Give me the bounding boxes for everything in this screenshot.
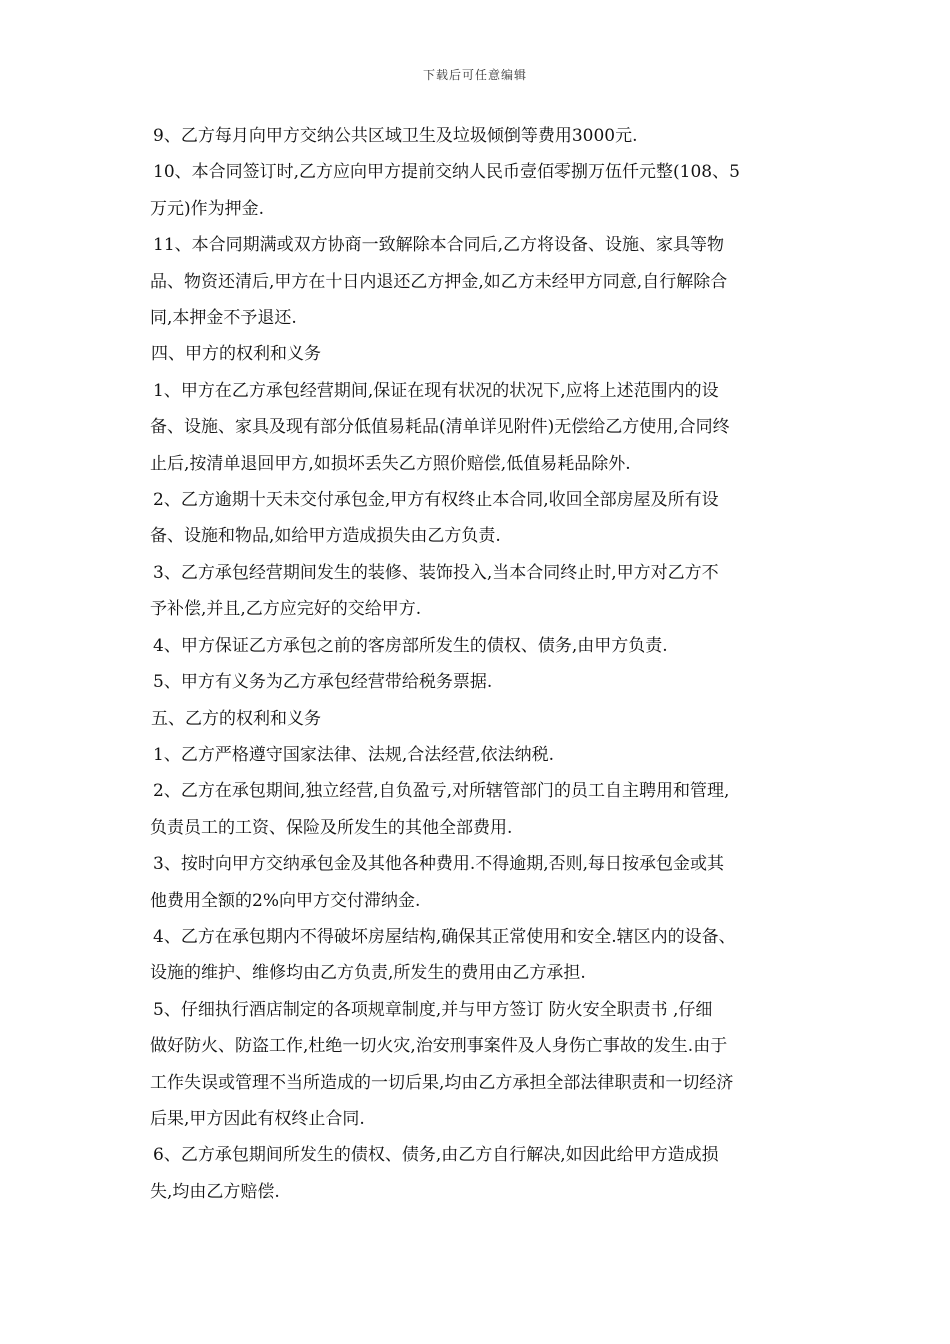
clause-paragraph [148,737,828,773]
text-line: 备、设施、家具及现有部分低值易耗品(清单详见附件)无偿给乙方使用,合同终 [150,417,730,438]
section-heading [148,336,828,372]
text-line: 1、乙方严格遵守国家法律、法规,合法经营,依法纳税. [153,744,555,765]
clause-paragraph [148,118,828,154]
clause-paragraph [148,373,828,482]
text-line: 1、甲方在乙方承包经营期间,保证在现有状况的状况下,应将上述范围内的设 [153,380,719,401]
clause-paragraph [148,919,828,992]
clause-paragraph [148,846,828,919]
text-line: 4、甲方保证乙方承包之前的客房部所发生的债权、债务,由甲方负责. [153,635,668,656]
text-line: 工作失误或管理不当所造成的一切后果,均由乙方承担全部法律职责和一切经济 [150,1072,734,1093]
text-line: 予补偿,并且,乙方应完好的交给甲方. [150,599,422,620]
text-line: 5、仔细执行酒店制定的各项规章制度,并与甲方签订 防火安全职责书 ,仔细 [153,999,713,1020]
text-line: 6、乙方承包期间所发生的债权、债务,由乙方自行解决,如因此给甲方造成损 [153,1145,719,1166]
text-line: 后果,甲方因此有权终止合同. [150,1108,365,1129]
clause-paragraph [148,482,828,555]
text-line: 负责员工的工资、保险及所发生的其他全部费用. [150,817,513,838]
text-line: 四、甲方的权利和义务 [151,344,321,365]
clause-paragraph [148,555,828,628]
text-line: 五、乙方的权利和义务 [151,708,321,729]
clause-paragraph [148,664,828,700]
text-line: 他费用全额的2%向甲方交付滞纳金. [150,890,421,911]
text-line: 同,本押金不予退还. [150,308,297,329]
clause-paragraph [148,1137,828,1210]
text-line: 备、设施和物品,如给甲方造成损失由乙方负责. [150,526,501,547]
text-line: 11、本合同期满或双方协商一致解除本合同后,乙方将设备、设施、家具等物 [153,235,725,256]
text-line: 4、乙方在承包期内不得破坏房屋结构,确保其正常使用和安全.辖区内的设备、 [153,926,736,947]
text-line: 9、乙方每月向甲方交纳公共区域卫生及垃圾倾倒等费用3000元. [153,126,638,146]
text-line: 做好防火、防盗工作,杜绝一切火灾,治安刑事案件及人身伤亡事故的发生.由于 [150,1036,728,1057]
page-header: 下载后可任意编辑 [422,68,527,82]
text-line: 失,均由乙方赔偿. [150,1181,280,1202]
clause-paragraph [148,773,828,846]
text-line: 10、本合同签订时,乙方应向甲方提前交纳人民币壹佰零捌万伍仟元整(108、5 [153,162,740,183]
text-line: 2、乙方逾期十天未交付承包金,甲方有权终止本合同,收回全部房屋及所有设 [153,490,719,511]
document-body [148,118,828,1210]
clause-paragraph [148,992,828,1138]
text-line: 品、物资还清后,甲方在十日内退还乙方押金,如乙方未经甲方同意,自行解除合 [150,271,728,292]
text-line: 止后,按清单退回甲方,如损坏丢失乙方照价赔偿,低值易耗品除外. [150,453,631,474]
clause-paragraph [148,154,828,227]
text-line: 2、乙方在承包期间,独立经营,自负盈亏,对所辖管部门的员工自主聘用和管理, [153,781,730,802]
clause-paragraph [148,227,828,336]
clause-paragraph [148,628,828,664]
section-heading [148,701,828,737]
text-line: 3、按时向甲方交纳承包金及其他各种费用.不得逾期,否则,每日按承包金或其 [153,854,725,875]
text-line: 设施的维护、维修均由乙方负责,所发生的费用由乙方承担. [150,963,586,984]
text-line: 3、乙方承包经营期间发生的装修、装饰投入,当本合同终止时,甲方对乙方不 [153,562,719,583]
text-line: 5、甲方有义务为乙方承包经营带给税务票据. [153,672,493,693]
text-line: 万元)作为押金. [150,198,265,219]
